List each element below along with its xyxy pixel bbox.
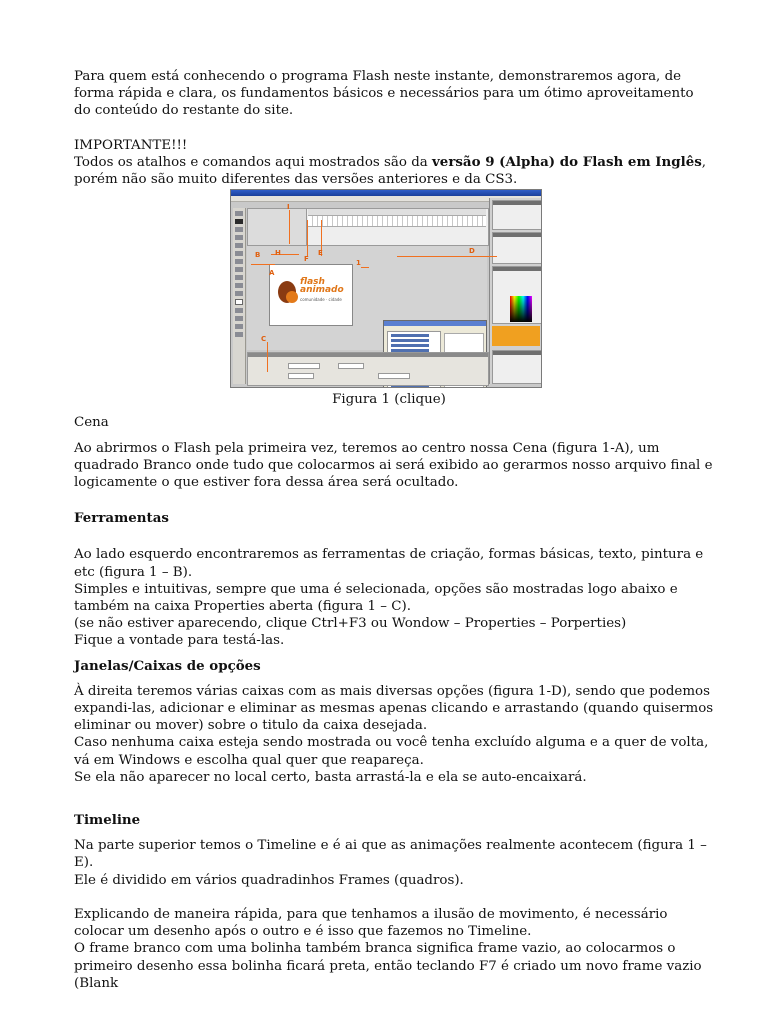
- ferramentas-paragraph-3: (se não estiver aparecendo, clique Ctrl+F3 ou Wondow – Properties – Porperties): [74, 616, 627, 632]
- janelas-paragraph-3: Se ela não aparecer no local certo, basta arrastá-la e ela se auto-encaixará.: [74, 769, 587, 785]
- label-1: 1: [356, 259, 361, 268]
- important-text-before: Todos os atalhos e comandos aqui mostrados são da: [74, 154, 433, 170]
- stage: [269, 264, 353, 326]
- ferramentas-paragraph-4: Fique a vontade para testá-las.: [74, 633, 285, 649]
- timeline-paragraph-3: Explicando de maneira rápida, para que tenhamos a ilusão de movimento, é necessário colocar um desenho após o outro e é isso que fazemos no Timeline.: [74, 906, 668, 940]
- highlight-panel: [492, 326, 540, 346]
- label-b: B: [255, 251, 261, 260]
- color-mixer: [510, 296, 532, 322]
- important-text-bold: versão 9 (Alpha) do Flash em Inglês: [432, 153, 702, 170]
- right-panels: [489, 198, 542, 384]
- logo-shape-accent: [286, 291, 298, 303]
- important-text-after: , porém não são muito diferentes das versões anteriores e da CS3.: [74, 154, 707, 188]
- cena-title: Cena: [74, 415, 109, 431]
- ferramentas-paragraph-2: Simples e intuitivas, sempre que uma é selecionada, opções são mostradas logo abaixo e também na caixa Properties aberta (figura 1 – C).: [74, 581, 678, 615]
- document-body: [74, 68, 714, 992]
- janelas-paragraph-2: Caso nenhuma caixa esteja sendo mostrada ou você tenha excluído alguma e a quer de volta, vá em Windows e escolha qual quer que reapareça.: [74, 735, 709, 768]
- timeline-paragraph-4: O frame branco com uma bolinha também branca significa frame vazio, ao colocarmos o primeiro desenho essa bolinha ficará preta, então teclando F7 é criado um novo frame vazio (Blank: [74, 941, 702, 991]
- timeline-paragraph-2: Ele é dividido em vários quadradinhos Frames (quadros).: [74, 872, 464, 888]
- label-f: F: [304, 255, 309, 264]
- janelas-paragraph-1: À direita teremos várias caixas com as mais diversas opções (figura 1-D), sendo que podemos expandi-las, adicionar e eliminar as mesmas apenas clicando e arrastando (quando quisermos eliminar ou mover) sobre o titulo da caixa desejada.: [74, 683, 714, 734]
- janelas-title: Janelas/Caixas de opções: [74, 657, 261, 674]
- timeline-paragraph-1: Na parte superior temos o Timeline e é ai que as animações realmente acontecem (figura 1 –E).: [74, 838, 707, 871]
- label-e: E: [318, 249, 323, 258]
- properties-panel: [247, 352, 489, 386]
- important-paragraph: [74, 154, 714, 188]
- figure-1-screenshot[interactable]: [230, 189, 542, 388]
- timeline-layers: [248, 209, 307, 245]
- logo-text: flash animado: [300, 277, 344, 296]
- label-d: D: [469, 247, 475, 256]
- ferramentas-paragraph-1: Ao lado esquerdo encontraremos as ferramentas de criação, formas básicas, texto, pintura e etc (figura 1 – B).: [74, 547, 704, 580]
- cena-paragraph: Ao abrirmos o Flash pela primeira vez, teremos ao centro nossa Cena (figura 1-A), um quadrado Branco onde tudo que colocarmos ai será exibido ao gerarmos nosso arquivo final e logicamente o que estiver fora dessa área será ocultado.: [74, 440, 713, 491]
- label-c: C: [261, 335, 267, 344]
- timeline-title: Timeline: [74, 812, 141, 829]
- stage-area: [247, 246, 487, 350]
- figure-caption: Figura 1 (clique): [332, 392, 446, 408]
- label-h: H: [275, 249, 281, 258]
- timeline-frames: [308, 215, 486, 227]
- label-i: I: [287, 203, 290, 212]
- important-heading: IMPORTANTE!!!: [74, 137, 188, 153]
- intro-paragraph: Para quem está conhecendo o programa Flash neste instante, demonstraremos agora, de forma rápida e clara, os fundamentos básicos e necessários para um ótimo aproveitamento do conteúdo do restante do site.: [74, 69, 694, 119]
- logo-subtext: comunidade · cidade: [300, 297, 342, 303]
- label-a: A: [269, 269, 275, 278]
- ferramentas-title: Ferramentas: [74, 510, 169, 527]
- tools-panel: [233, 208, 246, 384]
- timeline-panel: [247, 208, 489, 246]
